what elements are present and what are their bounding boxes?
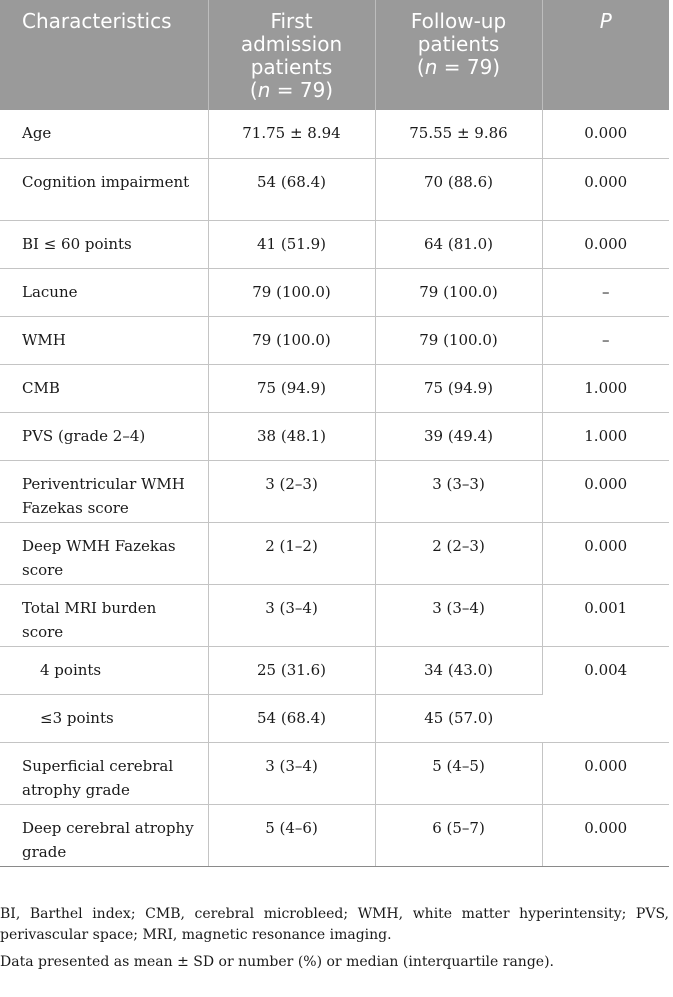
first-admission-value: 3 (3–4) (208, 584, 375, 646)
header-p-value: P (542, 0, 669, 110)
follow-up-value: 75 (94.9) (375, 364, 542, 412)
row-label: CMB (0, 364, 208, 412)
row-label: PVS (grade 2–4) (0, 412, 208, 460)
row-label: 4 points (0, 646, 208, 694)
first-admission-value: 38 (48.1) (208, 412, 375, 460)
row-label: ≤3 points (0, 694, 208, 742)
follow-up-value: 3 (3–4) (375, 584, 542, 646)
table-row (0, 220, 669, 268)
p-value: 0.000 (542, 110, 669, 158)
follow-up-value: 5 (4–5) (375, 742, 542, 804)
follow-up-value: 70 (88.6) (375, 158, 542, 220)
table-row (0, 804, 669, 866)
header-followup-line1: Follow-up (410, 9, 507, 33)
header-follow-up (375, 0, 542, 110)
p-value: 0.000 (542, 742, 669, 804)
first-admission-value: 54 (68.4) (208, 158, 375, 220)
table-row (0, 742, 669, 804)
first-admission-value: 54 (68.4) (208, 694, 375, 742)
first-admission-value: 2 (1–2) (208, 522, 375, 584)
p-value: – (542, 316, 669, 364)
table-row (0, 110, 669, 158)
follow-up-value: 75.55 ± 9.86 (375, 110, 542, 158)
header-followup-n: (n = 79) (416, 55, 501, 79)
p-value: 1.000 (542, 364, 669, 412)
first-admission-value: 79 (100.0) (208, 316, 375, 364)
row-label: Cognition impairment (0, 158, 208, 220)
p-value: 0.000 (542, 220, 669, 268)
follow-up-value: 39 (49.4) (375, 412, 542, 460)
header-first-line3: patients (250, 55, 333, 79)
p-value: 1.000 (542, 412, 669, 460)
first-admission-value: 75 (94.9) (208, 364, 375, 412)
header-first-admission (208, 0, 375, 110)
follow-up-value: 79 (100.0) (375, 268, 542, 316)
header-characteristics: Characteristics (0, 0, 208, 110)
first-admission-value: 71.75 ± 8.94 (208, 110, 375, 158)
row-label: WMH (0, 316, 208, 364)
p-value: 0.000 (542, 522, 669, 584)
table-row (0, 584, 669, 646)
table-row (0, 412, 669, 460)
first-admission-value: 3 (3–4) (208, 742, 375, 804)
p-value: – (542, 268, 669, 316)
table-row (0, 646, 669, 694)
first-admission-value: 5 (4–6) (208, 804, 375, 866)
footnote-abbreviations: BI, Barthel index; CMB, cerebral microbleed; WMH, white matter hyperintensity; PVS, perivascular space; MRI, magnetic resonance imaging. (0, 906, 669, 943)
row-label: Age (0, 110, 208, 158)
table-row (0, 268, 669, 316)
first-admission-value: 25 (31.6) (208, 646, 375, 694)
first-admission-value: 79 (100.0) (208, 268, 375, 316)
follow-up-value: 64 (81.0) (375, 220, 542, 268)
row-label: Periventricular WMH Fazekas score (0, 460, 208, 522)
header-first-n: (n = 79) (249, 78, 334, 102)
row-label: Deep cerebral atrophy grade (0, 804, 208, 866)
row-label: Lacune (0, 268, 208, 316)
row-label: Superficial cerebral atrophy grade (0, 742, 208, 804)
table-row (0, 460, 669, 522)
follow-up-value: 34 (43.0) (375, 646, 542, 694)
first-admission-value: 41 (51.9) (208, 220, 375, 268)
p-value: 0.000 (542, 460, 669, 522)
row-label: Total MRI burden score (0, 584, 208, 646)
first-admission-value: 3 (2–3) (208, 460, 375, 522)
follow-up-value: 2 (2–3) (375, 522, 542, 584)
table-row (0, 158, 669, 220)
row-label: Deep WMH Fazekas score (0, 522, 208, 584)
table-footnotes (0, 904, 669, 979)
table-row (0, 522, 669, 584)
follow-up-value: 6 (5–7) (375, 804, 542, 866)
footnote-data-note: Data presented as mean ± SD or number (%) or median (interquartile range). (0, 954, 554, 970)
header-followup-line2: patients (417, 32, 500, 56)
table-row (0, 364, 669, 412)
follow-up-value: 3 (3–3) (375, 460, 542, 522)
p-value: 0.000 (542, 158, 669, 220)
follow-up-value: 79 (100.0) (375, 316, 542, 364)
follow-up-value: 45 (57.0) (375, 694, 542, 742)
table-header-row (0, 0, 669, 110)
p-value: 0.001 (542, 584, 669, 646)
table-row (0, 316, 669, 364)
header-first-line2: admission (240, 32, 343, 56)
p-value: 0.000 (542, 804, 669, 866)
header-first-line1: First (270, 9, 313, 33)
row-label: BI ≤ 60 points (0, 220, 208, 268)
p-value: 0.004 (542, 646, 669, 742)
